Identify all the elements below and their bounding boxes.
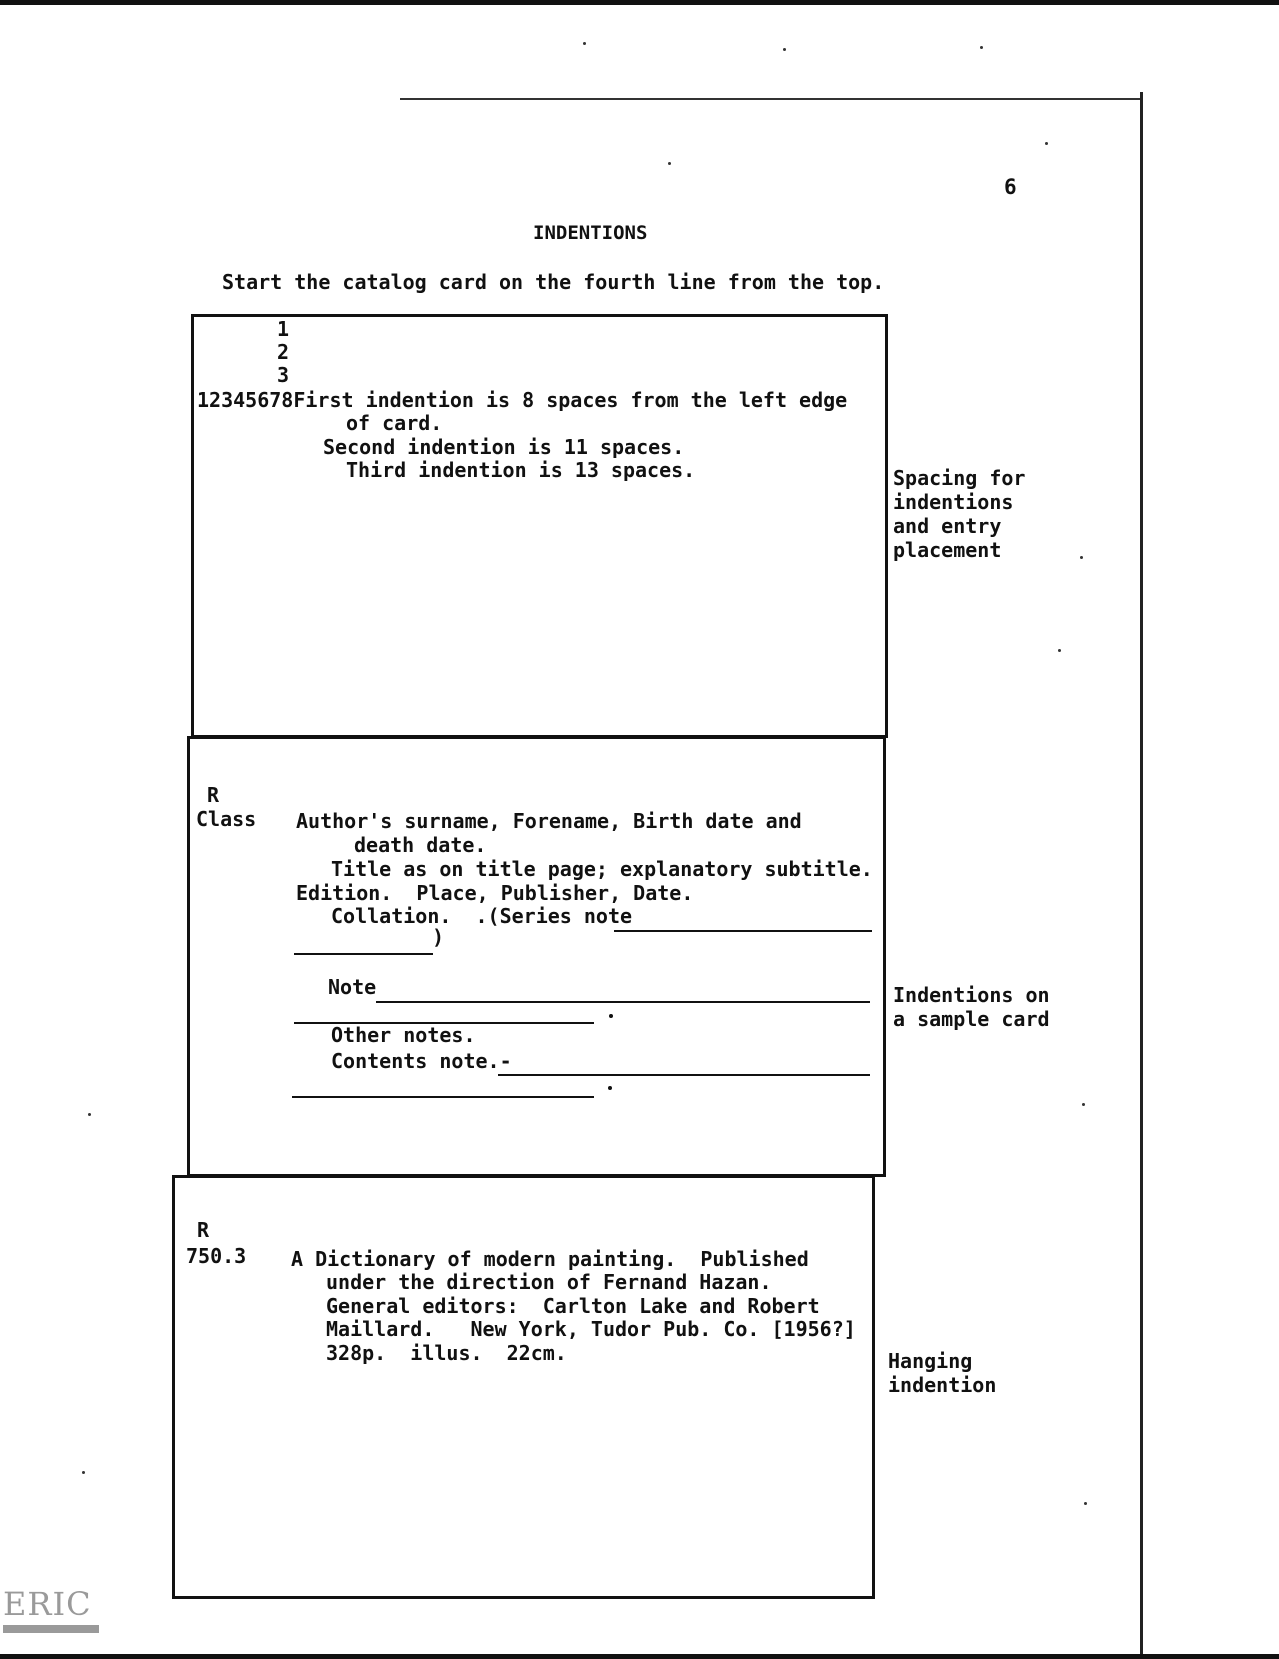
scan-speck [583,42,586,45]
eric-logo-text: ERIC [3,1585,92,1623]
author-line: Author's surname, Forename, Birth date and [296,809,802,833]
class-label: Class [196,807,257,831]
first-indention-cont: of card. [346,411,443,435]
scan-speck [783,48,786,51]
line-number-1: 1 [277,317,290,341]
contents-blank-2 [292,1096,594,1098]
r-label: R [207,783,220,807]
top-rule [400,98,1140,100]
eric-logo [3,1585,103,1641]
note-period [609,1014,613,1018]
margin-note-hanging: Hanging indention [888,1349,997,1397]
page-title: INDENTIONS [533,222,648,244]
r-label-2: R [197,1218,210,1242]
card-sample [187,736,886,1177]
intro-text: Start the catalog card on the fourth line from the top. [222,270,885,294]
line-number-3: 3 [277,363,290,387]
card-hanging-indention [172,1175,875,1599]
other-notes-line: Other notes. [331,1023,476,1047]
scan-speck [1058,649,1061,652]
scan-speck [668,162,671,165]
contents-blank [498,1074,870,1076]
page-top-border [0,0,1279,5]
contents-period [608,1086,612,1090]
entry-line-5: 328p. illus. 22cm. [326,1341,567,1365]
card-indention-spacing [191,314,888,738]
series-note-blank [614,930,872,932]
second-indention-text: Second indention is 11 spaces. [323,435,685,459]
entry-line-4: Maillard. New York, Tudor Pub. Co. [1956?] [326,1317,856,1341]
death-date-line: death date. [354,833,487,857]
margin-note-spacing: Spacing for indentions and entry placement [893,466,1026,562]
title-line: Title as on title page; explanatory subtitle. [331,857,873,881]
scan-speck [1045,142,1048,145]
series-close-paren: ) [432,925,445,949]
scan-speck [82,1471,85,1474]
series-note-blank-2 [294,953,433,955]
scan-speck [88,1113,91,1116]
note-blank [376,1001,870,1003]
note-label: Note [328,975,377,999]
call-number: 750.3 [186,1244,247,1268]
page-bottom-border [0,1654,1279,1659]
eric-logo-bar [3,1625,99,1633]
scan-speck [1084,1502,1087,1505]
third-indention-text: Third indention is 13 spaces. [346,458,696,482]
contents-note-line: Contents note.- [331,1049,512,1073]
margin-note-sample: Indentions on a sample card [893,983,1050,1031]
line-number-2: 2 [277,340,290,364]
entry-line-3: General editors: Carlton Lake and Robert [326,1294,820,1318]
edition-line: Edition. Place, Publisher, Date. [296,881,694,905]
entry-line-2: under the direction of Fernand Hazan. [326,1270,772,1294]
page-number: 6 [1004,175,1017,199]
page-right-border [1140,92,1143,1659]
first-indention-text: 12345678First indention is 8 spaces from the left edge [197,388,848,412]
entry-line-1: A Dictionary of modern painting. Published [291,1247,809,1271]
collation-line: Collation. .(Series note [331,904,633,928]
scan-speck [1082,1103,1085,1106]
scan-speck [980,46,983,49]
scan-speck [1080,556,1083,559]
